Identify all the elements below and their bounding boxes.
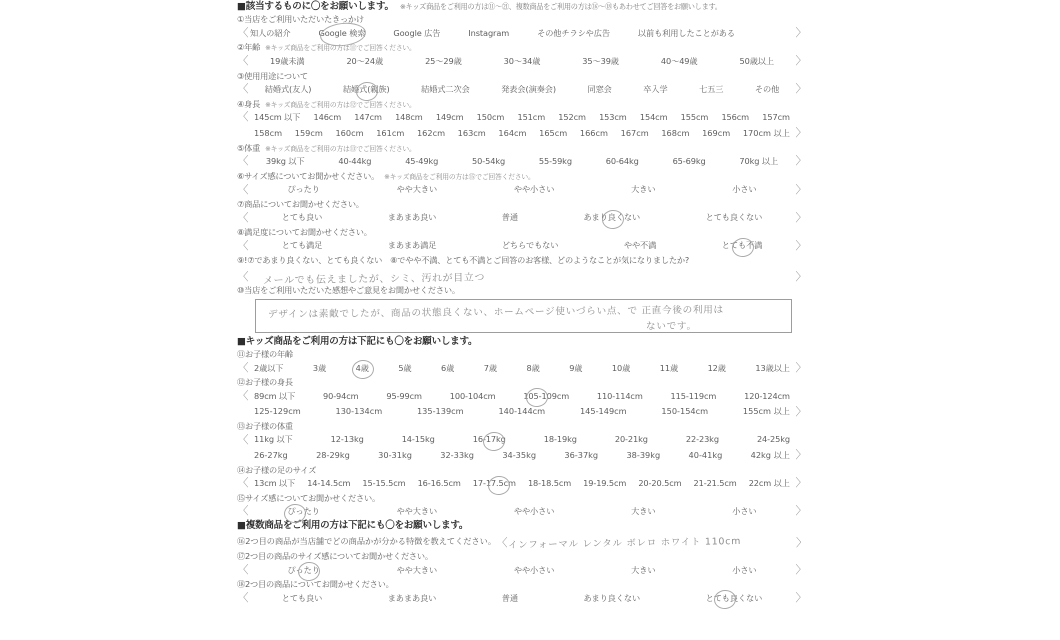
option-⑭-2[interactable]: 15-15.5cm [362, 478, 406, 489]
option-⑧-0[interactable]: とても満足 [281, 240, 323, 251]
bracket-open-icon: 〈 [237, 432, 249, 446]
bracket-open-icon: 〈 [237, 388, 249, 402]
bracket-close-icon: 〉 [795, 182, 807, 196]
option-③-1[interactable]: 結婚式(親族) [342, 84, 390, 95]
option-④-6[interactable]: 164cm [498, 128, 527, 139]
options-container [249, 478, 795, 489]
options-container [249, 156, 795, 167]
option-⑰-0[interactable]: ぴったり [287, 564, 320, 575]
option-⑭-6[interactable]: 19-19.5cm [583, 478, 627, 489]
options-container [249, 406, 795, 417]
option-row [237, 25, 807, 41]
option-⑪-5[interactable]: 7歳 [483, 362, 497, 373]
option-⑪-9[interactable]: 11歳 [659, 362, 679, 373]
option-row [237, 81, 807, 97]
option-row [237, 503, 807, 519]
option-⑫-3[interactable]: 100-104cm [449, 390, 496, 401]
question-label-⑤: ⑤体重 ※キッズ商品をご利用の方は⑬でご回答ください。 [237, 142, 416, 153]
options-container [249, 184, 795, 195]
bracket-close-icon: 〉 [795, 238, 807, 252]
option-⑮-0[interactable]: ぴったり [287, 506, 320, 517]
bracket-open-icon: 〈 [237, 182, 249, 196]
option-⑬-6[interactable]: 38-39kg [626, 450, 661, 461]
bracket-close-icon: 〉 [795, 476, 807, 490]
option-④-1[interactable]: 159cm [294, 128, 323, 139]
option-④-8[interactable]: 153cm [599, 112, 627, 123]
option-row [237, 210, 807, 226]
question-label-⑮: ⑮サイズ感についてお聞かせください。 [237, 492, 380, 503]
option-row [237, 590, 807, 606]
option-⑤-2[interactable]: 45-49kg [405, 156, 439, 167]
option-⑬-7[interactable]: 24-25kg [756, 434, 790, 445]
option-②-0[interactable]: 19歳未満 [269, 56, 305, 67]
option-⑤-0[interactable]: 39kg 以下 [265, 156, 305, 167]
option-⑦-1[interactable]: まあまあ良い [387, 212, 437, 223]
option-④-11[interactable]: 156cm [721, 112, 750, 123]
option-⑬-4[interactable]: 34-35kg [502, 450, 537, 461]
option-①-5[interactable]: 以前も利用したことがある [637, 27, 735, 38]
question-16-handwritten-answer: インフォーマル レンタル ボレロ ホワイト 110cm [507, 535, 742, 551]
bracket-open-icon: 〈 [496, 535, 508, 549]
question-label-⑦: ⑦商品についてお聞かせください。 [237, 198, 364, 209]
option-⑭-7[interactable]: 20-20.5cm [638, 478, 682, 489]
question-label-③: ③使用用途について [237, 70, 308, 81]
bracket-close-icon: 〉 [795, 590, 807, 604]
option-⑬-7[interactable]: 40-41kg [688, 450, 723, 461]
option-⑬-0[interactable]: 11kg 以下 [254, 434, 293, 445]
section-heading-3: ■複数商品をご利用の方は下記にも〇をお願いします。 [237, 520, 469, 532]
option-⑭-3[interactable]: 16-16.5cm [417, 478, 461, 489]
option-③-5[interactable]: 卒入学 [643, 84, 668, 95]
option-⑬-6[interactable]: 22-23kg [685, 434, 719, 445]
option-⑥-3[interactable]: 大きい [631, 184, 656, 195]
option-②-1[interactable]: 20～24歳 [346, 56, 384, 67]
option-①-3[interactable]: Instagram [468, 27, 510, 38]
question-sublabel: ※キッズ商品をご利用の方は⑮でご回答ください。 [384, 172, 535, 181]
option-③-0[interactable]: 結婚式(友人) [264, 84, 312, 95]
question-label-⑪: ⑪お子様の年齢 [237, 349, 293, 360]
question-label-⑥: ⑥サイズ感についてお聞かせください。 ※キッズ商品をご利用の方は⑮でご回答ください。 [237, 170, 535, 181]
options-container [249, 434, 795, 445]
question-label-⑧: ⑧満足度についてお聞かせください。 [237, 226, 372, 237]
options-container [249, 56, 795, 67]
option-④-3[interactable]: 161cm [376, 128, 405, 139]
option-⑭-0[interactable]: 13cm 以下 [254, 478, 296, 489]
survey-sheet [237, 0, 807, 640]
option-⑬-1[interactable]: 12-13kg [330, 434, 364, 445]
question-label-④: ④身長 ※キッズ商品をご利用の方は⑫でご回答ください。 [237, 98, 416, 109]
option-⑬-5[interactable]: 20-21kg [614, 434, 648, 445]
question-10-handwritten-line-1: デザインは素敵でしたが、商品の状態良くない、ホームページ使いづらい点、で 正直今後の利用は [267, 304, 724, 321]
option-⑬-1[interactable]: 28-29kg [316, 450, 350, 461]
option-⑪-1[interactable]: 3歳 [312, 362, 327, 373]
option-⑱-1[interactable]: まあまあ良い [387, 592, 437, 603]
options-container [249, 506, 795, 517]
bracket-open-icon: 〈 [237, 82, 249, 96]
question-16-row [237, 532, 807, 550]
options-container [249, 28, 795, 39]
option-⑰-1[interactable]: やや大きい [396, 564, 438, 575]
option-⑮-4[interactable]: 小さい [732, 506, 757, 517]
option-①-0[interactable]: 知人の紹介 [250, 27, 291, 38]
option-②-3[interactable]: 30～34歳 [503, 56, 541, 67]
option-④-7[interactable]: 165cm [539, 128, 568, 139]
option-①-2[interactable]: Google 広告 [393, 27, 441, 38]
option-④-5[interactable]: 163cm [457, 128, 486, 139]
option-⑭-8[interactable]: 21-21.5cm [693, 478, 737, 489]
bracket-close-icon: 〉 [795, 404, 807, 418]
option-row [237, 475, 807, 491]
option-⑫-5[interactable]: 150-154cm [661, 406, 709, 417]
options-container [249, 240, 795, 251]
bracket-open-icon: 〈 [237, 110, 249, 124]
option-⑫-6[interactable]: 115-119cm [670, 390, 717, 401]
option-⑫-3[interactable]: 140-144cm [498, 406, 546, 417]
option-⑧-3[interactable]: やや不満 [623, 240, 657, 251]
option-⑫-2[interactable]: 95-99cm [386, 390, 422, 401]
option-⑫-0[interactable]: 89cm 以下 [254, 390, 296, 401]
option-⑫-5[interactable]: 110-114cm [596, 390, 643, 401]
option-③-6[interactable]: 七五三 [699, 84, 724, 95]
bracket-open-icon: 〈 [237, 476, 249, 490]
options-container [249, 112, 795, 123]
option-⑭-1[interactable]: 14-14.5cm [307, 478, 351, 489]
option-④-2[interactable]: 160cm [335, 128, 364, 139]
option-⑫-7[interactable]: 120-124cm [744, 390, 790, 401]
option-⑫-2[interactable]: 135-139cm [416, 406, 464, 417]
bracket-close-icon: 〉 [795, 126, 807, 140]
option-④-8[interactable]: 166cm [579, 128, 608, 139]
option-③-3[interactable]: 発表会(演奏会) [501, 84, 556, 95]
option-④-9[interactable]: 154cm [639, 112, 668, 123]
bracket-open-icon: 〈 [237, 562, 249, 576]
option-⑦-2[interactable]: 普通 [501, 212, 518, 223]
options-container [249, 391, 795, 402]
question-label-⑫: ⑫お子様の身長 [237, 377, 293, 388]
option-row [237, 360, 807, 376]
option-⑤-1[interactable]: 40-44kg [338, 156, 372, 167]
option-⑤-5[interactable]: 60-64kg [605, 156, 639, 167]
bracket-close-icon: 〉 [796, 535, 807, 549]
option-row-cont [237, 447, 807, 463]
option-④-12[interactable]: 157cm [762, 112, 790, 123]
option-⑥-2[interactable]: やや小さい [513, 184, 555, 195]
option-⑥-0[interactable]: ぴったり [287, 184, 320, 195]
bracket-open-icon: 〈 [237, 238, 249, 252]
section-heading-1: ■該当するものに〇をお願いします。 ※キッズ商品をご利用の方は⑪～㉑、複数商品をご利用の方は⑯～⑱もあわせてご回答をお願いします。 [237, 1, 722, 12]
option-⑥-1[interactable]: やや大きい [396, 184, 438, 195]
option-⑫-1[interactable]: 90-94cm [322, 390, 359, 401]
option-④-6[interactable]: 151cm [517, 112, 546, 123]
option-⑭-9[interactable]: 22cm 以上 [748, 478, 790, 489]
option-⑰-3[interactable]: 大きい [631, 564, 656, 575]
option-⑱-3[interactable]: あまり良くない [583, 592, 641, 603]
bracket-close-icon: 〉 [795, 269, 807, 283]
question-10-handwritten-line-2: ないです。 [645, 320, 697, 332]
option-row-cont [237, 125, 807, 141]
option-row [237, 182, 807, 198]
bracket-close-icon: 〉 [795, 210, 807, 224]
option-⑮-2[interactable]: やや小さい [513, 506, 555, 517]
bracket-close-icon: 〉 [795, 360, 807, 374]
bracket-open-icon: 〈 [237, 504, 249, 518]
option-row [237, 432, 807, 448]
option-⑦-3[interactable]: あまり良くない [583, 212, 641, 223]
bracket-close-icon: 〉 [795, 504, 807, 518]
option-④-10[interactable]: 168cm [661, 128, 690, 139]
option-④-10[interactable]: 155cm [680, 112, 709, 123]
option-④-9[interactable]: 167cm [620, 128, 649, 139]
question-16-label: ⑯2つ目の商品が当店舗でどの商品かが分かる特徴を教えてください。 [237, 536, 497, 547]
option-④-0[interactable]: 145cm 以下 [254, 112, 301, 123]
option-row [237, 53, 807, 69]
option-③-2[interactable]: 結婚式二次会 [421, 84, 470, 95]
option-⑫-1[interactable]: 130-134cm [335, 406, 383, 417]
option-④-2[interactable]: 147cm [354, 112, 382, 123]
option-⑪-0[interactable]: 2歳以下 [254, 362, 284, 373]
bracket-open-icon: 〈 [237, 210, 249, 224]
option-⑪-8[interactable]: 10歳 [611, 362, 631, 373]
option-row [237, 153, 807, 169]
option-②-6[interactable]: 50歳以上 [739, 56, 774, 67]
option-④-7[interactable]: 152cm [558, 112, 586, 123]
bracket-close-icon: 〉 [795, 562, 807, 576]
question-9-answer-row [237, 266, 807, 287]
bracket-open-icon: 〈 [237, 26, 249, 40]
options-container [249, 593, 795, 604]
option-⑰-2[interactable]: やや小さい [513, 564, 555, 575]
option-⑮-1[interactable]: やや大きい [396, 506, 438, 517]
option-④-0[interactable]: 158cm [254, 128, 283, 139]
option-⑧-1[interactable]: まあまあ満足 [387, 240, 437, 251]
option-⑤-7[interactable]: 70kg 以上 [739, 156, 779, 167]
question-label-⑬: ⑬お子様の体重 [237, 420, 293, 431]
option-⑤-6[interactable]: 65-69kg [672, 156, 706, 167]
options-container [249, 212, 795, 223]
option-③-7[interactable]: その他 [754, 84, 780, 95]
option-⑱-2[interactable]: 普通 [501, 592, 518, 603]
question-label-⑰: ⑰2つ目の商品のサイズ感についてお聞かせください。 [237, 551, 433, 562]
option-row [237, 109, 807, 125]
question-sublabel: ※キッズ商品をご利用の方は⑬でご回答ください。 [265, 144, 416, 153]
bracket-close-icon: 〉 [795, 154, 807, 168]
bracket-open-icon: 〈 [237, 360, 249, 374]
option-⑬-2[interactable]: 14-15kg [401, 434, 435, 445]
question-label-⑭: ⑭お子様の足のサイズ [237, 464, 317, 475]
option-⑥-4[interactable]: 小さい [732, 184, 757, 195]
option-⑪-6[interactable]: 8歳 [526, 362, 540, 373]
option-⑬-3[interactable]: 32-33kg [440, 450, 474, 461]
option-⑬-5[interactable]: 36-37kg [564, 450, 599, 461]
option-⑬-2[interactable]: 30-31kg [378, 450, 412, 461]
option-④-12[interactable]: 170cm 以上 [742, 128, 790, 139]
option-⑫-0[interactable]: 125-129cm [254, 406, 301, 417]
option-⑦-4[interactable]: とても良くない [705, 212, 763, 223]
bracket-close-icon: 〉 [795, 54, 807, 68]
option-row-cont [237, 404, 807, 420]
option-①-1[interactable]: Google 検索 [318, 27, 366, 38]
option-④-5[interactable]: 150cm [476, 112, 505, 123]
options-container [249, 450, 795, 461]
option-⑤-4[interactable]: 55-59kg [538, 156, 572, 167]
option-②-5[interactable]: 40～49歳 [660, 56, 698, 67]
option-⑬-3[interactable]: 16-17kg [472, 434, 506, 445]
option-⑬-4[interactable]: 18-19kg [543, 434, 577, 445]
option-⑪-2[interactable]: 4歳 [355, 362, 369, 373]
question-sublabel: ※キッズ商品をご利用の方は⑫でご回答ください。 [265, 100, 416, 109]
question-label-②: ②年齢 ※キッズ商品をご利用の方は⑪でご回答ください。 [237, 42, 416, 53]
option-④-11[interactable]: 169cm [702, 128, 731, 139]
option-⑪-11[interactable]: 13歳以上 [755, 362, 790, 373]
option-row [237, 562, 807, 578]
option-⑫-4[interactable]: 145-149cm [579, 406, 627, 417]
question-label-⑱: ⑱2つ目の商品についてお聞かせください。 [237, 579, 394, 590]
option-⑦-0[interactable]: とても良い [281, 212, 323, 223]
option-⑧-4[interactable]: とても不満 [721, 240, 763, 251]
option-row [237, 388, 807, 404]
bracket-open-icon: 〈 [237, 54, 249, 68]
section-heading-note: ※キッズ商品をご利用の方は⑪～㉑、複数商品をご利用の方は⑯～⑱もあわせてご回答をお願いします。 [399, 2, 722, 11]
option-④-4[interactable]: 162cm [416, 128, 446, 139]
question-label-9: ⑨!⑦であまり良くない、とても良くない ⑧でやや不満、とても不満とご回答のお客様、どのようなことが気になりましたか? [237, 254, 689, 265]
option-⑪-10[interactable]: 12歳 [707, 362, 726, 373]
question-label-①: ①当店をご利用いただいたきっかけ [237, 14, 364, 25]
option-⑰-4[interactable]: 小さい [732, 564, 757, 575]
option-⑬-8[interactable]: 42kg 以上 [750, 450, 790, 461]
option-⑱-4[interactable]: とても良くない [705, 592, 763, 603]
option-⑭-4[interactable]: 17-17.5cm [472, 478, 516, 489]
option-⑪-3[interactable]: 5歳 [398, 362, 412, 373]
section-heading-2: ■キッズ商品をご利用の方は下記にも〇をお願いします。 [237, 335, 478, 347]
option-⑫-6[interactable]: 155cm 以上 [742, 406, 790, 417]
question-10-comment-box[interactable] [255, 299, 792, 333]
option-row [237, 238, 807, 254]
options-container [249, 565, 795, 576]
bracket-open-icon: 〈 [237, 154, 249, 168]
option-⑪-7[interactable]: 9歳 [569, 362, 583, 373]
option-④-3[interactable]: 148cm [395, 112, 423, 123]
question-sublabel: ※キッズ商品をご利用の方は⑪でご回答ください。 [265, 44, 416, 53]
option-⑬-0[interactable]: 26-27kg [254, 450, 288, 461]
bracket-close-icon: 〉 [795, 82, 807, 96]
option-③-4[interactable]: 同窓会 [587, 84, 612, 95]
options-container [249, 128, 795, 139]
option-①-4[interactable]: その他チラシや広告 [537, 27, 610, 38]
option-⑮-3[interactable]: 大きい [631, 506, 656, 517]
bracket-close-icon: 〉 [795, 448, 807, 462]
option-⑱-0[interactable]: とても良い [281, 592, 323, 603]
option-④-4[interactable]: 149cm [435, 112, 464, 123]
bracket-close-icon: 〉 [795, 26, 807, 40]
options-container [249, 84, 795, 95]
question-9-handwritten-answer: メールでも伝えましたが、シミ、汚れが目立つ [262, 272, 486, 287]
option-④-1[interactable]: 146cm [313, 112, 342, 123]
options-container [249, 363, 795, 374]
option-⑭-5[interactable]: 18-18.5cm [527, 478, 572, 489]
option-②-4[interactable]: 35～39歳 [582, 56, 619, 67]
option-⑧-2[interactable]: どちらでもない [501, 240, 559, 251]
option-②-2[interactable]: 25～29歳 [425, 56, 462, 67]
bracket-open-icon: 〈 [237, 590, 249, 604]
option-⑪-4[interactable]: 6歳 [441, 362, 455, 373]
option-⑤-3[interactable]: 50-54kg [472, 156, 506, 167]
bracket-open-icon: 〈 [237, 269, 249, 283]
option-⑫-4[interactable]: 105-109cm [523, 390, 570, 401]
question-label-10: ⑩当店をご利用いただいた感想やご意見をお聞かせください。 [237, 285, 460, 296]
